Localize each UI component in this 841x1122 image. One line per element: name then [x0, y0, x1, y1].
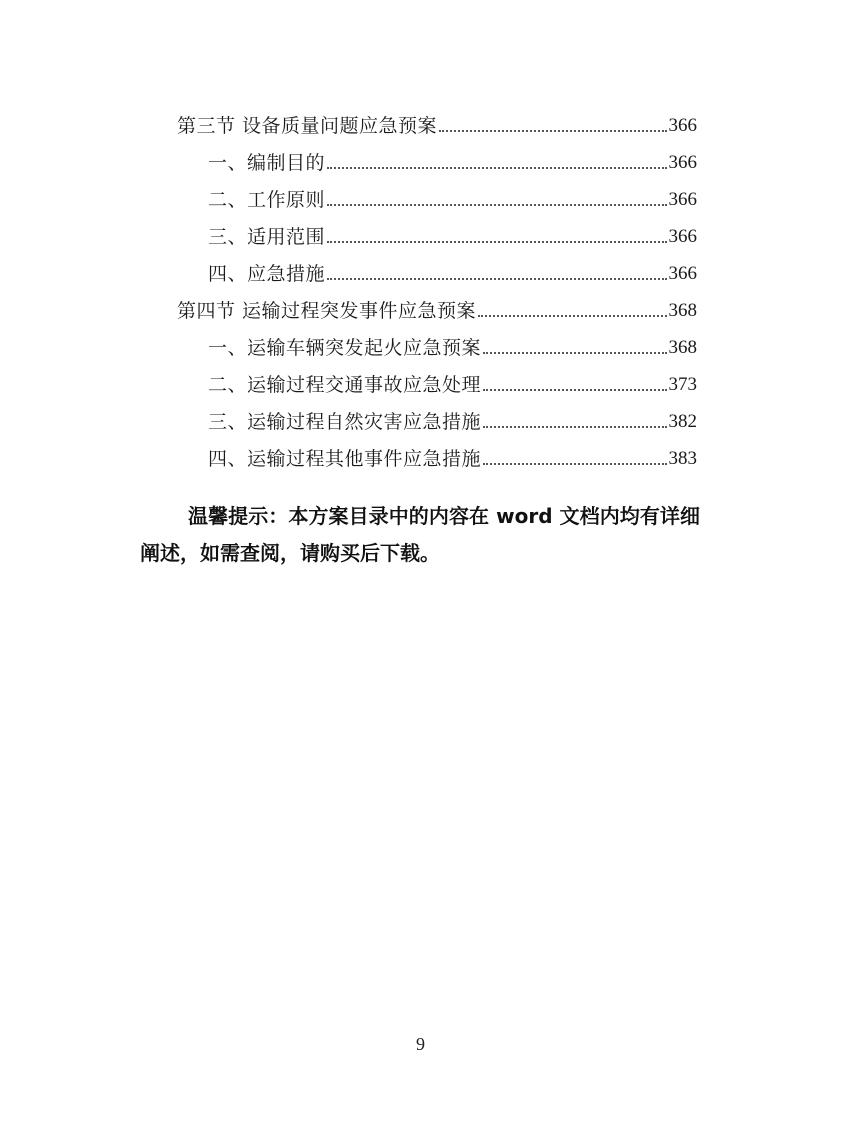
toc-entry-page: 368: [668, 300, 697, 321]
toc-entry-page: 373: [668, 374, 697, 395]
toc-entry[interactable]: [208, 397, 697, 434]
toc-entry-title: 第三节 设备质量问题应急预案: [177, 115, 438, 137]
toc-entry-page: 366: [668, 263, 697, 284]
toc-entry-title: 四、应急措施: [208, 263, 326, 285]
notice-paragraph: 温馨提示：本方案目录中的内容在 word 文档内均有详细阐述，如需查阅，请购买后下载。: [140, 504, 700, 565]
toc-dot-leader: [478, 315, 666, 317]
toc-dot-leader: [327, 241, 666, 243]
toc-entry[interactable]: [177, 286, 697, 323]
toc-dot-leader: [483, 463, 666, 465]
toc-dot-leader: [483, 426, 666, 428]
toc-entry[interactable]: [208, 360, 697, 397]
toc-entry[interactable]: [208, 323, 697, 360]
toc-entry-title: 第四节 运输过程突发事件应急预案: [177, 300, 477, 322]
toc-entry-page: 382: [668, 411, 697, 432]
toc-dot-leader: [439, 130, 666, 132]
toc-entry[interactable]: [208, 138, 697, 175]
toc-entry-page: 366: [668, 226, 697, 247]
toc-entry[interactable]: [208, 434, 697, 471]
toc-entry-page: 366: [668, 189, 697, 210]
toc-entry-title: 三、适用范围: [208, 226, 326, 248]
toc-entry-page: 383: [668, 448, 697, 469]
toc-entry-title: 二、运输过程交通事故应急处理: [208, 374, 482, 396]
toc-entry-page: 368: [668, 337, 697, 358]
toc-entry[interactable]: [208, 175, 697, 212]
toc-entry-title: 一、编制目的: [208, 152, 326, 174]
toc-entry-title: 一、运输车辆突发起火应急预案: [208, 337, 482, 359]
toc-dot-leader: [483, 389, 666, 391]
toc-entry[interactable]: [208, 249, 697, 286]
toc-entry-page: 366: [668, 115, 697, 136]
toc-dot-leader: [327, 167, 666, 169]
toc-dot-leader: [327, 204, 666, 206]
toc-entry[interactable]: [177, 101, 697, 138]
toc-dot-leader: [483, 352, 666, 354]
toc-entry-page: 366: [668, 152, 697, 173]
page-number: 9: [416, 1034, 425, 1054]
toc-dot-leader: [327, 278, 666, 280]
toc-entry-title: 三、运输过程自然灾害应急措施: [208, 411, 482, 433]
toc-entry-title: 四、运输过程其他事件应急措施: [208, 448, 482, 470]
toc-entry-title: 二、工作原则: [208, 189, 326, 211]
toc-entry[interactable]: [208, 212, 697, 249]
